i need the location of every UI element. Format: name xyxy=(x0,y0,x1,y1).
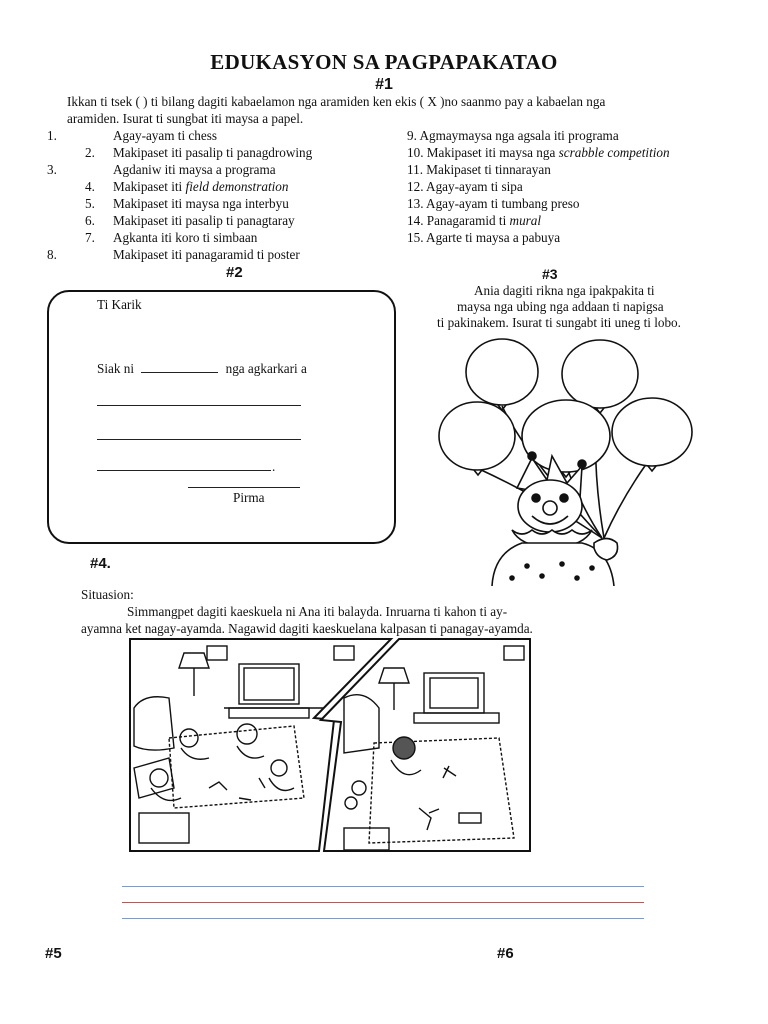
activity-label-italic: scrabble competition xyxy=(558,145,670,160)
writing-line-blue[interactable] xyxy=(122,886,644,887)
instructions-line-1: Ikkan ti tsek ( ) ti bilang dagiti kabaelamon nga aramiden ken ekis ( X )no saanmo pay a kabaelan nga xyxy=(67,94,606,109)
activity-item xyxy=(47,162,57,179)
letter-blank-line[interactable] xyxy=(97,470,271,471)
balloon[interactable] xyxy=(466,339,538,405)
letter-blank-line[interactable] xyxy=(97,405,301,406)
activity-item xyxy=(407,196,580,213)
balloon[interactable] xyxy=(522,400,610,472)
section-1-heading: #1 xyxy=(375,76,393,93)
activity-label-italic: field demonstration xyxy=(185,179,289,194)
letter-greeting: Ti Karik xyxy=(97,297,142,312)
section-3-line-1: Ania dagiti rikna nga ipakpakita ti xyxy=(474,283,655,298)
activity-number: 1. xyxy=(47,128,57,143)
activity-label: 12. Agay-ayam ti sipa xyxy=(407,179,523,194)
activity-label: 15. Agarte ti maysa a pabuya xyxy=(407,230,561,245)
letter-blank-line[interactable] xyxy=(97,439,301,440)
activity-number: 8. xyxy=(47,247,57,262)
activity-item xyxy=(407,230,560,247)
activity-item xyxy=(85,145,95,162)
activity-item xyxy=(47,247,57,264)
situation-line-1: Simmangpet dagiti kaeskuela ni Ana iti balayda. Inruarna ti kahon ti ay- xyxy=(127,604,508,619)
activity-label: Agay-ayam ti chess xyxy=(113,128,217,143)
activity-text xyxy=(113,213,295,230)
activity-item xyxy=(85,213,95,230)
activity-label: Makipaset iti pasalip ti panagdrowing xyxy=(113,145,313,160)
activity-label: Makipaset iti xyxy=(113,179,186,194)
page-title: EDUKASYON SA PAGPAPAKATAO xyxy=(210,50,558,74)
activity-text xyxy=(113,196,289,213)
activity-label: Agkanta iti koro ti simbaan xyxy=(113,230,258,245)
activity-item xyxy=(85,179,95,196)
letter-box xyxy=(47,290,396,544)
clown-balloons-illustration xyxy=(432,338,704,586)
activity-text xyxy=(113,230,257,247)
activity-number: 3. xyxy=(47,162,57,177)
activity-label-italic: mural xyxy=(509,213,542,228)
activity-text xyxy=(113,179,288,196)
letter-intro-start: Siak ni xyxy=(97,361,134,376)
instructions-line-2: aramiden. Isurat ti sungbat iti maysa a papel. xyxy=(67,111,304,126)
letter-intro-line xyxy=(97,361,307,378)
living-room-scene-illustration xyxy=(129,638,531,852)
situation-label: Situasion: xyxy=(81,587,134,602)
section-6-heading: #6 xyxy=(497,945,514,962)
activity-label: Makipaset iti maysa nga interbyu xyxy=(113,196,289,211)
activity-number: 5. xyxy=(85,196,95,211)
activity-item xyxy=(85,230,95,247)
section-5-heading: #5 xyxy=(45,945,62,962)
activity-label: Makipaset iti panagaramid ti poster xyxy=(113,247,300,262)
activity-text xyxy=(113,128,217,145)
section-2-heading: #2 xyxy=(226,264,243,281)
activity-label: 11. Makipaset ti tinnarayan xyxy=(407,162,551,177)
activity-item xyxy=(407,162,551,179)
writing-line-blue[interactable] xyxy=(122,918,644,919)
activity-label: 9. Agmaymaysa nga agsala iti programa xyxy=(407,128,619,143)
activity-item xyxy=(407,179,523,196)
section-3-heading: #3 xyxy=(542,266,558,282)
writing-line-red[interactable] xyxy=(122,902,644,903)
balloon[interactable] xyxy=(612,398,692,466)
balloon[interactable] xyxy=(439,402,515,470)
activity-label: 10. Makipaset iti maysa nga xyxy=(407,145,559,160)
section-3-line-2: maysa nga ubing nga addaan ti napigsa xyxy=(457,299,664,314)
activity-text xyxy=(113,145,312,162)
balloon[interactable] xyxy=(562,340,638,408)
activity-label: 14. Panagaramid ti xyxy=(407,213,510,228)
situation-line-2: ayamna ket nagay-ayamda. Nagawid dagiti kaeskuelana kalpasan ti panagay-ayamda. xyxy=(81,621,533,636)
activity-item xyxy=(407,128,619,145)
activity-label: Makipaset iti pasalip ti panagtaray xyxy=(113,213,295,228)
signature-line[interactable] xyxy=(188,487,300,488)
section-4-heading: #4. xyxy=(90,555,111,572)
activity-label: 13. Agay-ayam ti tumbang preso xyxy=(407,196,580,211)
activity-label: Agdaniw iti maysa a programa xyxy=(113,162,276,177)
activity-number: 2. xyxy=(85,145,95,160)
activity-number: 4. xyxy=(85,179,95,194)
activity-item xyxy=(47,128,57,145)
period-mark: . xyxy=(272,459,276,474)
activity-item xyxy=(85,196,95,213)
activity-number: 6. xyxy=(85,213,95,228)
signature-label: Pirma xyxy=(233,490,265,505)
name-blank[interactable] xyxy=(141,372,218,373)
activity-item xyxy=(407,213,541,230)
letter-intro-end: nga agkarkari a xyxy=(225,361,307,376)
activity-text xyxy=(113,247,300,264)
activity-text xyxy=(113,162,276,179)
activity-item xyxy=(407,145,670,162)
activity-number: 7. xyxy=(85,230,95,245)
section-3-line-3: ti pakinakem. Isurat ti sungabt iti uneg ti lobo. xyxy=(437,315,681,330)
